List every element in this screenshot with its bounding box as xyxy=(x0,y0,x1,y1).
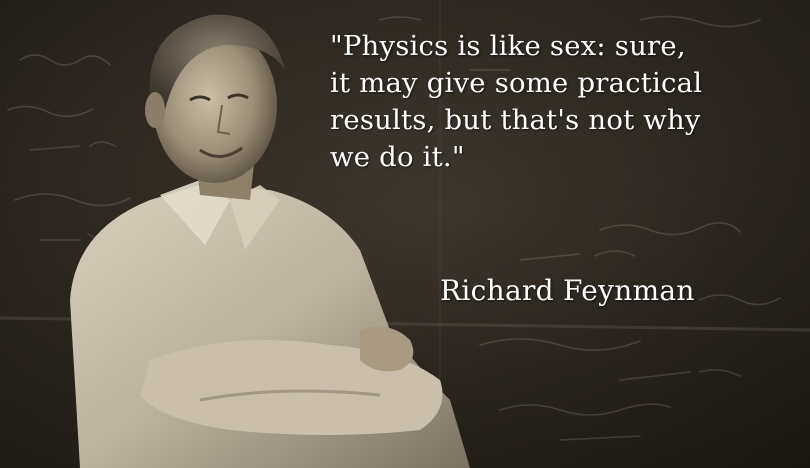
quote-line: it may give some practical xyxy=(330,67,703,99)
quote-author: Richard Feynman xyxy=(440,274,695,307)
quote-line: results, but that's not why xyxy=(330,104,701,136)
quote-line: we do it." xyxy=(330,141,465,173)
quote-text xyxy=(330,28,800,176)
quote-line: "Physics is like sex: sure, xyxy=(330,30,686,62)
